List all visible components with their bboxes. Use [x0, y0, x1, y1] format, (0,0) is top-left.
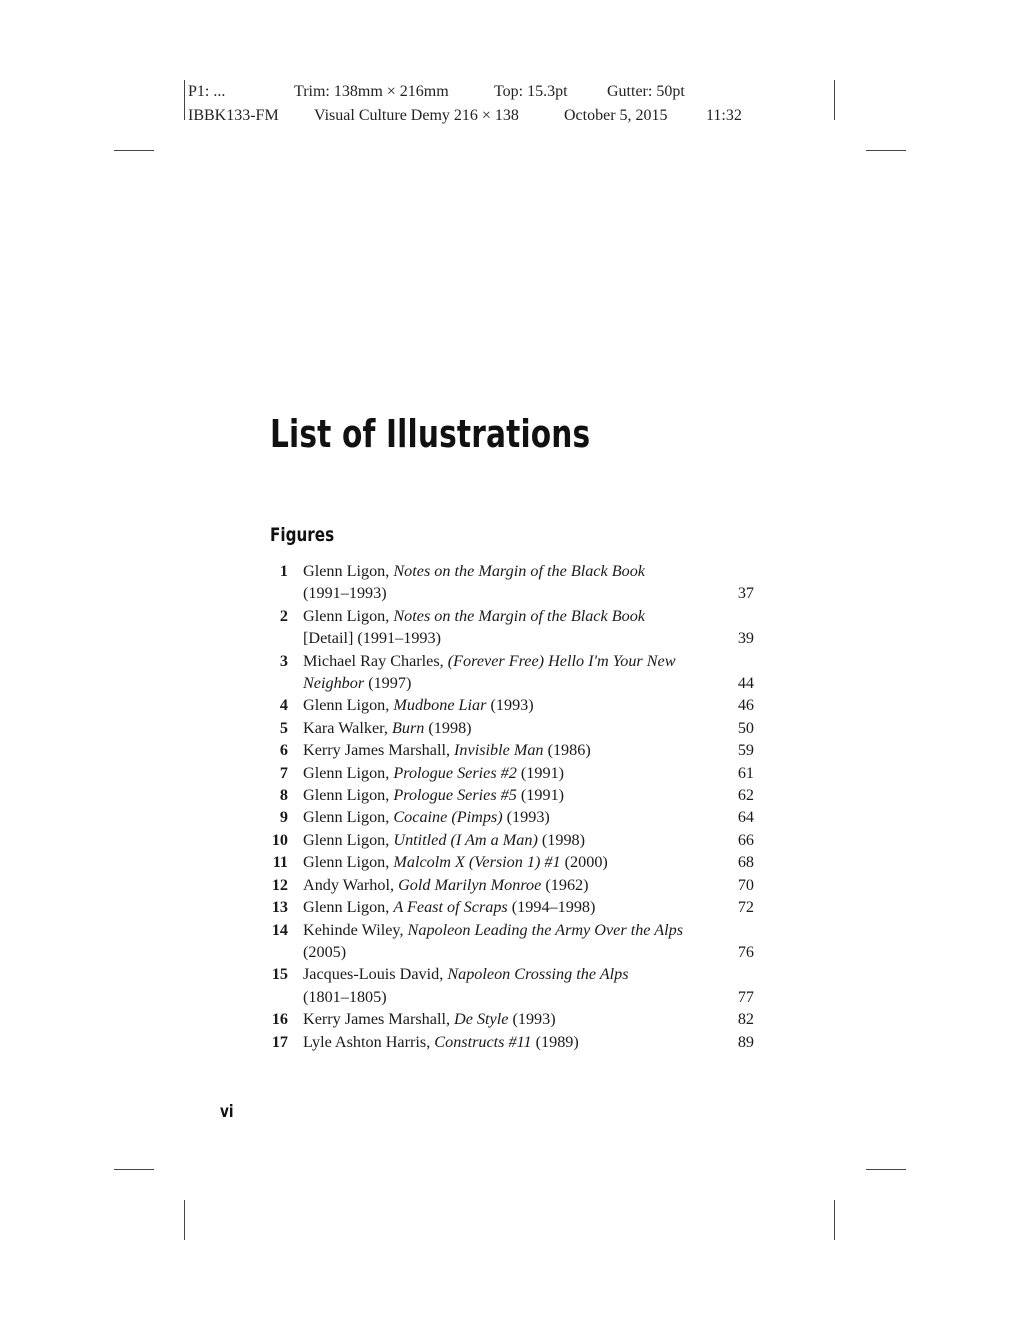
- figure-caption-line: [303, 582, 754, 604]
- slug-code: IBBK133-FM: [188, 107, 279, 124]
- page-folio: vi: [220, 1102, 234, 1122]
- figure-caption-line: [303, 806, 754, 828]
- artwork-title: (Forever Free) Hello I'm Your New: [447, 651, 676, 670]
- figure-caption-line: [303, 896, 754, 918]
- crop-mark: [114, 150, 154, 151]
- slug-time: 11:32: [706, 107, 742, 124]
- figure-number: 3: [279, 651, 288, 670]
- figure-entry: [262, 560, 754, 605]
- artwork-title: Prologue Series #2: [393, 763, 517, 782]
- artwork-title: Prologue Series #5: [393, 786, 517, 805]
- figure-page-number: 37: [737, 584, 754, 603]
- figure-entry: [262, 806, 754, 828]
- caption-text: Kehinde Wiley,: [303, 920, 408, 939]
- caption-text: (1991–1993): [303, 584, 387, 603]
- caption-text: (1998): [537, 830, 586, 849]
- figure-entry: [262, 784, 754, 806]
- figure-caption-line: [303, 851, 754, 873]
- figure-caption-line: [303, 1031, 754, 1053]
- figure-caption-line: [303, 874, 754, 896]
- artwork-title: Napoleon Leading the Army Over the Alps: [407, 920, 684, 939]
- figure-number: 15: [271, 965, 288, 984]
- figure-page-number: 50: [737, 718, 754, 737]
- artwork-title: Burn: [391, 718, 425, 737]
- caption-text: (1991): [516, 763, 565, 782]
- caption-text: Andy Warhol,: [303, 875, 399, 894]
- caption-text: Glenn Ligon,: [303, 763, 394, 782]
- figure-entry: [262, 896, 754, 918]
- figure-entry: [262, 694, 754, 716]
- figure-caption-line: [303, 784, 754, 806]
- slug-date: October 5, 2015: [564, 107, 668, 124]
- figure-number: 2: [279, 606, 288, 625]
- figure-number: 1: [279, 562, 288, 580]
- figure-page-number: 72: [737, 898, 754, 917]
- figure-number: 4: [279, 696, 288, 715]
- figure-entry: [262, 605, 754, 650]
- artwork-title: Napoleon Crossing the Alps: [447, 965, 629, 984]
- caption-text: (2005): [303, 942, 347, 961]
- caption-text: Glenn Ligon,: [303, 696, 394, 715]
- figure-entry: [262, 717, 754, 739]
- figure-page-number: 89: [737, 1032, 754, 1051]
- figure-number: 14: [271, 920, 288, 939]
- figure-page-number: 62: [737, 786, 754, 805]
- caption-text: Kerry James Marshall,: [303, 1010, 455, 1029]
- caption-text: (1986): [543, 741, 591, 760]
- figure-caption-line: [303, 560, 754, 582]
- figure-entry: [262, 739, 754, 761]
- caption-text: (1993): [502, 808, 550, 827]
- crop-mark: [184, 1200, 185, 1240]
- caption-text: Glenn Ligon,: [303, 808, 394, 827]
- artwork-title: Untitled (I Am a Man): [393, 830, 538, 849]
- crop-mark: [184, 80, 185, 120]
- artwork-title: Neighbor: [303, 674, 365, 693]
- caption-text: Glenn Ligon,: [303, 853, 394, 872]
- figure-caption-line: [303, 717, 754, 739]
- slug-top: Top: 15.3pt: [494, 83, 568, 100]
- crop-mark: [866, 150, 906, 151]
- caption-text: (1989): [531, 1032, 579, 1051]
- slug-series: Visual Culture Demy 216 × 138: [314, 107, 519, 124]
- artwork-title: Notes on the Margin of the Black Book: [393, 562, 645, 580]
- figure-caption-line: [303, 919, 754, 941]
- figure-number: 17: [271, 1032, 288, 1051]
- crop-mark: [834, 1200, 835, 1240]
- figure-entry: [262, 762, 754, 784]
- figure-number: 7: [279, 763, 288, 782]
- figure-entry: [262, 829, 754, 851]
- section-heading-figures: Figures: [270, 524, 335, 546]
- figure-page-number: 70: [737, 875, 754, 894]
- figure-page-number: 77: [737, 987, 754, 1006]
- figure-caption-line: [303, 694, 754, 716]
- caption-text: [Detail] (1991–1993): [303, 629, 442, 648]
- figure-number: 12: [271, 875, 288, 894]
- figure-page-number: 44: [737, 674, 754, 693]
- figure-number: 10: [271, 830, 288, 849]
- caption-text: (1991): [516, 786, 565, 805]
- caption-text: (2000): [560, 853, 608, 872]
- figure-caption-line: [303, 963, 754, 985]
- caption-text: (1994–1998): [507, 898, 596, 917]
- slug-trim: Trim: 138mm × 216mm: [294, 83, 449, 100]
- figure-caption-line: [303, 672, 754, 694]
- artwork-title: De Style: [454, 1010, 509, 1029]
- figure-caption-line: [303, 1008, 754, 1030]
- figure-number: 9: [279, 808, 288, 827]
- figure-caption-line: [303, 627, 754, 649]
- crop-mark: [114, 1169, 154, 1170]
- figure-page-number: 46: [737, 696, 754, 715]
- artwork-title: Notes on the Margin of the Black Book: [393, 606, 645, 625]
- figure-page-number: 59: [737, 741, 754, 760]
- figure-caption-line: [303, 605, 754, 627]
- artwork-title: Gold Marilyn Monroe: [398, 875, 542, 894]
- artwork-title: Invisible Man: [454, 741, 544, 760]
- caption-text: (1998): [424, 718, 472, 737]
- caption-text: Kerry James Marshall,: [303, 741, 455, 760]
- page-title: List of Illustrations: [270, 412, 591, 456]
- caption-text: Glenn Ligon,: [303, 786, 394, 805]
- caption-text: Kara Walker,: [303, 718, 392, 737]
- figure-number: 5: [279, 718, 288, 737]
- figure-list: [262, 560, 754, 1053]
- figure-caption-line: [303, 941, 754, 963]
- figure-page-number: 68: [737, 853, 754, 872]
- artwork-title: Cocaine (Pimps): [393, 808, 503, 827]
- figure-entry: [262, 650, 754, 695]
- artwork-title: Mudbone Liar: [393, 696, 487, 715]
- caption-text: (1962): [541, 875, 589, 894]
- caption-text: Lyle Ashton Harris,: [303, 1032, 435, 1051]
- figure-page-number: 76: [737, 942, 754, 961]
- slug-gutter: Gutter: 50pt: [607, 83, 685, 100]
- caption-text: Michael Ray Charles,: [303, 651, 448, 670]
- figure-number: 6: [279, 741, 288, 760]
- figure-entry: [262, 1008, 754, 1030]
- artwork-title: A Feast of Scraps: [393, 898, 508, 917]
- slug-proof: P1: ...: [188, 83, 226, 100]
- figure-number: 13: [271, 898, 288, 917]
- caption-text: Glenn Ligon,: [303, 562, 394, 580]
- figure-entry: [262, 963, 754, 1008]
- crop-mark: [866, 1169, 906, 1170]
- caption-text: (1801–1805): [303, 987, 387, 1006]
- caption-text: Glenn Ligon,: [303, 830, 394, 849]
- figure-page-number: 61: [737, 763, 754, 782]
- artwork-title: Malcolm X (Version 1) #1: [393, 853, 561, 872]
- caption-text: (1997): [364, 674, 412, 693]
- figure-caption-line: [303, 762, 754, 784]
- figure-page-number: 39: [737, 629, 754, 648]
- figure-caption-line: [303, 986, 754, 1008]
- figure-entry: [262, 874, 754, 896]
- caption-text: (1993): [508, 1010, 556, 1029]
- figure-entry: [262, 851, 754, 873]
- crop-mark: [834, 80, 835, 120]
- artwork-title: Constructs #11: [434, 1032, 532, 1051]
- figure-entry: [262, 1031, 754, 1053]
- figure-caption-line: [303, 829, 754, 851]
- figure-caption-line: [303, 650, 754, 672]
- caption-text: Glenn Ligon,: [303, 898, 394, 917]
- figure-caption-line: [303, 739, 754, 761]
- figure-number: 16: [271, 1010, 288, 1029]
- figure-entry: [262, 919, 754, 964]
- figure-page-number: 66: [737, 830, 754, 849]
- figure-number: 8: [279, 786, 288, 805]
- figure-number: 11: [272, 853, 288, 872]
- figure-page-number: 82: [737, 1010, 754, 1029]
- caption-text: (1993): [486, 696, 534, 715]
- caption-text: Glenn Ligon,: [303, 606, 394, 625]
- caption-text: Jacques-Louis David,: [303, 965, 448, 984]
- figure-page-number: 64: [737, 808, 754, 827]
